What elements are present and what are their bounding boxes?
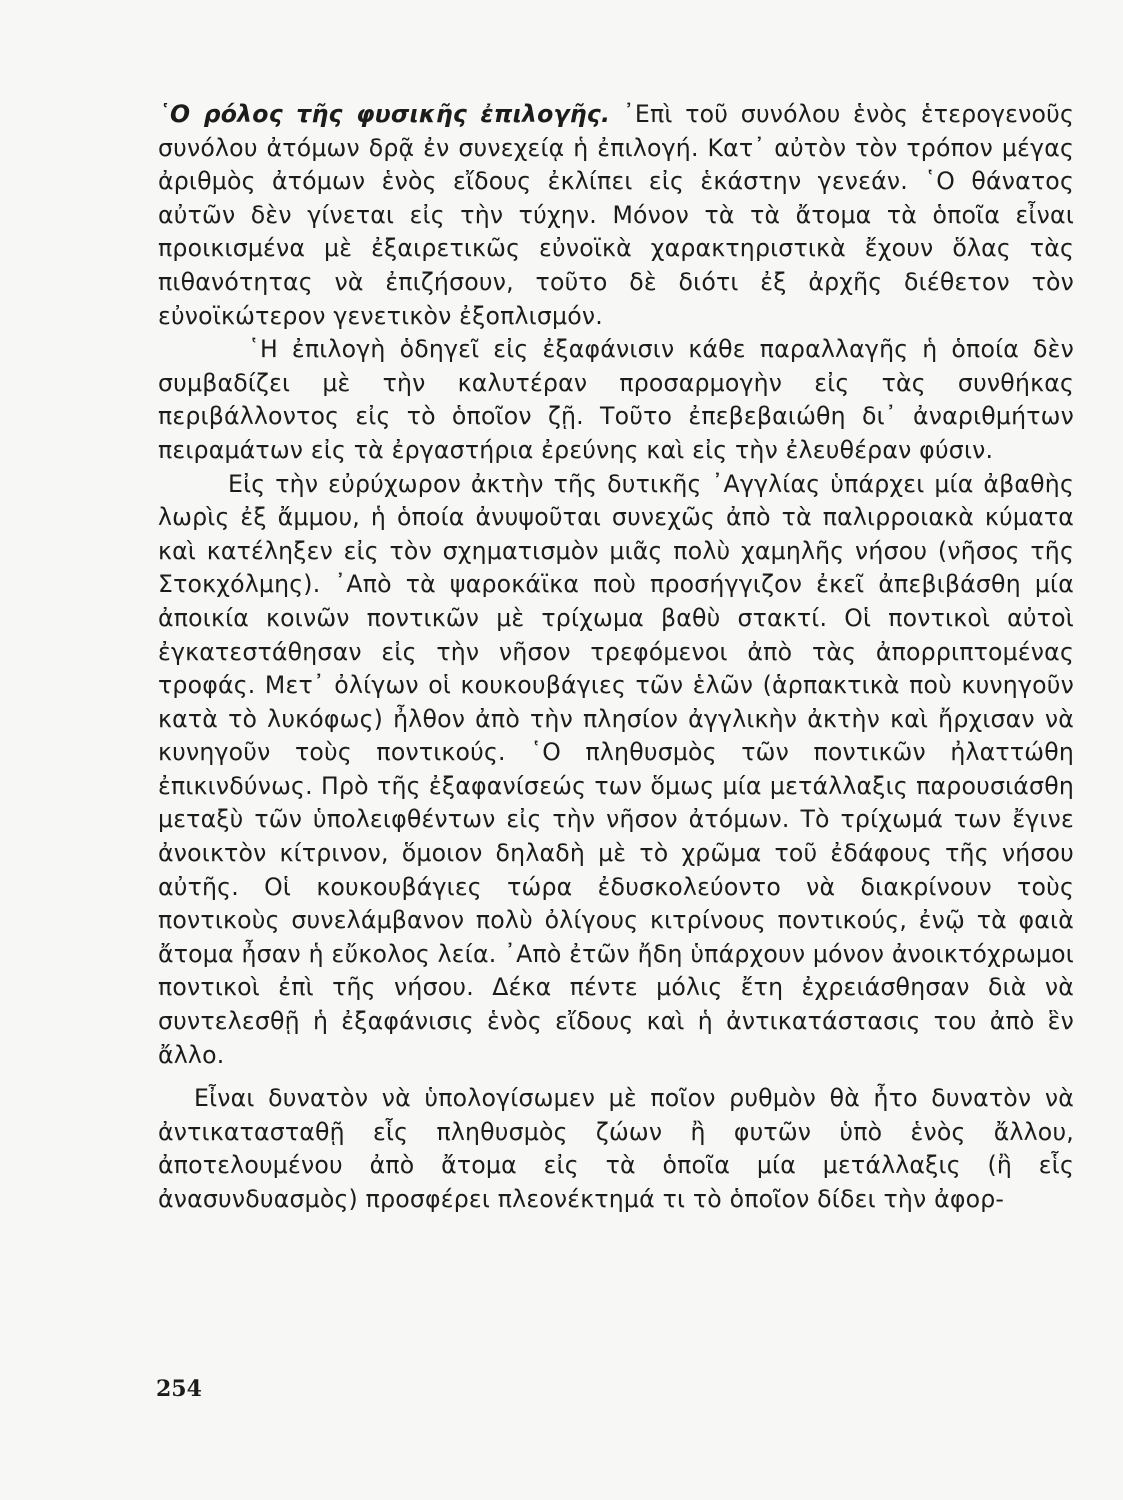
paragraph-3: Εἰς τὴν εὐρύχωρον ἀκτὴν τῆς δυτικῆς ᾿Αγγλίας ὑπάρχει μία ἀβαθὴς λωρὶς ἐξ ἄμμου, ἡ ὁποία ἀνυψοῦται συνεχῶς ἀπὸ τὰ παλιρροιακὰ κύματα καὶ κατέληξεν εἰς τὸν σχηματισμὸν μιᾶς πολὺ χαμηλῆς νήσου (νῆσος τῆς Στοκχόλμης). ᾿Απὸ τὰ ψαροκάϊκα ποὺ προσήγγιζον ἐκεῖ ἀπεβιβάσθη μία ἀποικία κοινῶν ποντικῶν μὲ τρίχωμα βαθὺ στακτί. Οἱ ποντικοὶ αὐτοὶ ἐγκατεστάθησαν εἰς τὴν νῆσον τρεφόμενοι ἀπὸ τὰς ἀπορριπτομένας τροφάς. Μετ᾿ ὀλίγων οἱ κουκουβάγιες τῶν ἑλῶν (ἁρπακτικὰ ποὺ κυνηγοῦν κατὰ τὸ λυκόφως) ἦλθον ἀπὸ τὴν πλησίον ἀγγλικὴν ἀκτὴν καὶ ἤρχισαν νὰ κυνηγοῦν τοὺς ποντικούς. ῾Ο πληθυσμὸς τῶν ποντικῶν ἠλαττώθη ἐπικινδύνως. Πρὸ τῆς ἐξαφανίσεώς των ὅμως μία μετάλλαξις παρουσιάσθη μεταξὺ τῶν ὑπολειφθέντων εἰς τὴν νῆσον ἀτόμων. Τὸ τρίχωμά των ἔγινε ἀνοικτὸν κίτρινον, ὅμοιον δηλαδὴ μὲ τὸ χρῶμα τοῦ ἐδάφους τῆς νήσου αὐτῆς. Οἱ κουκουβάγιες τώρα ἐδυσκολεύοντο νὰ διακρίνουν τοὺς ποντικοὺς συνελάμβανον πολὺ ὀλίγους κιτρίνους ποντικούς, ἐνῷ τὰ φαιὰ ἄτομα ἦσαν ἡ εὔκολος λεία. ᾿Απὸ ἐτῶν ἤδη ὑπάρχουν μόνον ἀνοικτόχρωμοι ποντικοὶ ἐπὶ τῆς νήσου. Δέκα πέντε μόλις ἔτη ἐχρειάσθησαν διὰ νὰ συντελεσθῇ ἡ ἐξαφάνισις ἑνὸς εἴδους καὶ ἡ ἀντικατάστασις του ἀπὸ ἓν ἄλλο.: [158, 469, 1074, 1069]
page-number: 254: [156, 1376, 202, 1402]
paragraph-1-text: ᾿Επὶ τοῦ συνόλου ἑνὸς ἑτερογενοῦς συνόλου ἀτόμων δρᾷ ἐν συνεχείᾳ ἡ ἐπιλογή. Κατ᾿ αὐτὸν τὸν τρόπον μέγας ἀριθμὸς ἀτόμων ἑνὸς εἴδους ἐκλίπει εἰς ἑκάστην γενεάν. ῾Ο θάνατος αὐτῶν δὲν γίνεται εἰς τὴν τύχην. Μόνον τὰ τὰ ἄτομα τὰ ὁποῖα εἶναι προικισμένα μὲ ἐξαιρετικῶς εὐνοϊκὰ χαρακτηριστικὰ ἔχουν ὅλας τὰς πιθανότητας νὰ ἐπιζήσουν, τοῦτο δὲ διότι ἐξ ἀρχῆς διέθετον τὸν εὐνοϊκώτερον γενετικὸν ἐξοπλισμόν.: [158, 100, 1074, 330]
paragraph-1: [158, 98, 1074, 333]
body-text: [158, 98, 1074, 1217]
section-heading: ῾Ο ρόλος τῆς φυσικῆς ἐπιλογῆς.: [158, 100, 611, 128]
paragraph-4: Εἶναι δυνατὸν νὰ ὑπολογίσωμεν μὲ ποῖον ρυθμὸν θὰ ἦτο δυνατὸν νὰ ἀντικατασταθῇ εἷς πληθυσμὸς ζώων ἢ φυτῶν ὑπὸ ἑνὸς ἄλλου, ἀποτελουμένου ἀπὸ ἄτομα εἰς τὰ ὁποῖα μία μετάλλαξις (ἢ εἷς ἀνασυνδυασμὸς) προσφέρει πλεονέκτημά τι τὸ ὁποῖον δίδει τὴν ἀφορ-: [158, 1084, 1074, 1213]
paragraph-2: ῾Η ἐπιλογὴ ὁδηγεῖ εἰς ἐξαφάνισιν κάθε παραλλαγῆς ἡ ὁποία δὲν συμβαδίζει μὲ τὴν καλυτέραν προσαρμογὴν εἰς τὰς συνθήκας περιβάλλοντος εἰς τὸ ὁποῖον ζῇ. Τοῦτο ἐπεβεβαιώθη δι᾿ ἀναριθμήτων πειραμάτων εἰς τὰ ἐργαστήρια ἐρεύνης καὶ εἰς τὴν ἐλευθέραν φύσιν.: [158, 335, 1074, 464]
